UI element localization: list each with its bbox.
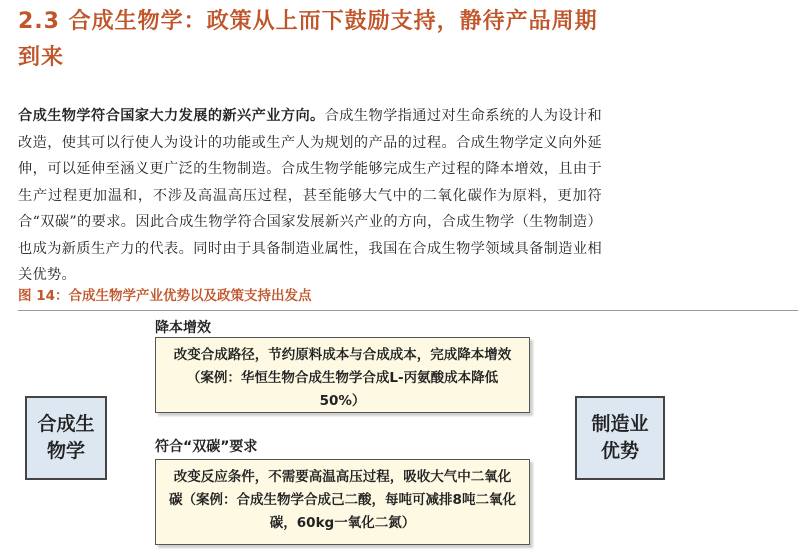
cost-reduction-label: 降本增效 <box>155 320 211 336</box>
cost-reduction-box: 改变合成路径，节约原料成本与合成成本，完成降本增效（案例：华恒生物合成生物学合成L-丙氨酸成本降低50%） <box>155 337 530 413</box>
dual-carbon-box: 改变反应条件，不需要高温高压过程，吸收大气中二氧化碳（案例：合成生物学合成己二酸，每吨可减排8吨二氧化碳，60kg一氧化二氮） <box>155 459 530 545</box>
section-heading: 2.3 合成生物学：政策从上而下鼓励支持，静待产品周期到来 <box>18 9 598 70</box>
manufacturing-advantage-text: 制造业优势 <box>591 413 649 462</box>
paragraph-lead: 合成生物学符合国家大力发展的新兴产业方向。 <box>18 108 325 124</box>
body-paragraph <box>18 103 602 289</box>
figure-title: 图 14：合成生物学产业优势以及政策支持出发点 <box>18 285 798 311</box>
synthetic-biology-box <box>25 396 107 480</box>
synthetic-biology-text: 合成生物学 <box>37 413 95 462</box>
paragraph-body: 合成生物学指通过对生命系统的人为设计和改造，使其可以行使人为设计的功能或生产人为规划的产品的过程。合成生物学定义向外延伸，可以延伸至涵义更广泛的生物制造。合成生物学能够完成生产过程的降本增效，且由于生产过程更加温和，不涉及高温高压过程，甚至能够大气中的二氧化碳作为原料，更加符合“双碳”的要求。因此合成生物学符合国家发展新兴产业的方向，合成生物学（生物制造）也成为新质生产力的代表。同时由于具备制造业属性，我国在合成生物学领域具备制造业相关优势。 <box>18 108 602 283</box>
manufacturing-advantage-box <box>575 396 665 480</box>
dual-carbon-label: 符合“双碳”要求 <box>155 439 258 455</box>
